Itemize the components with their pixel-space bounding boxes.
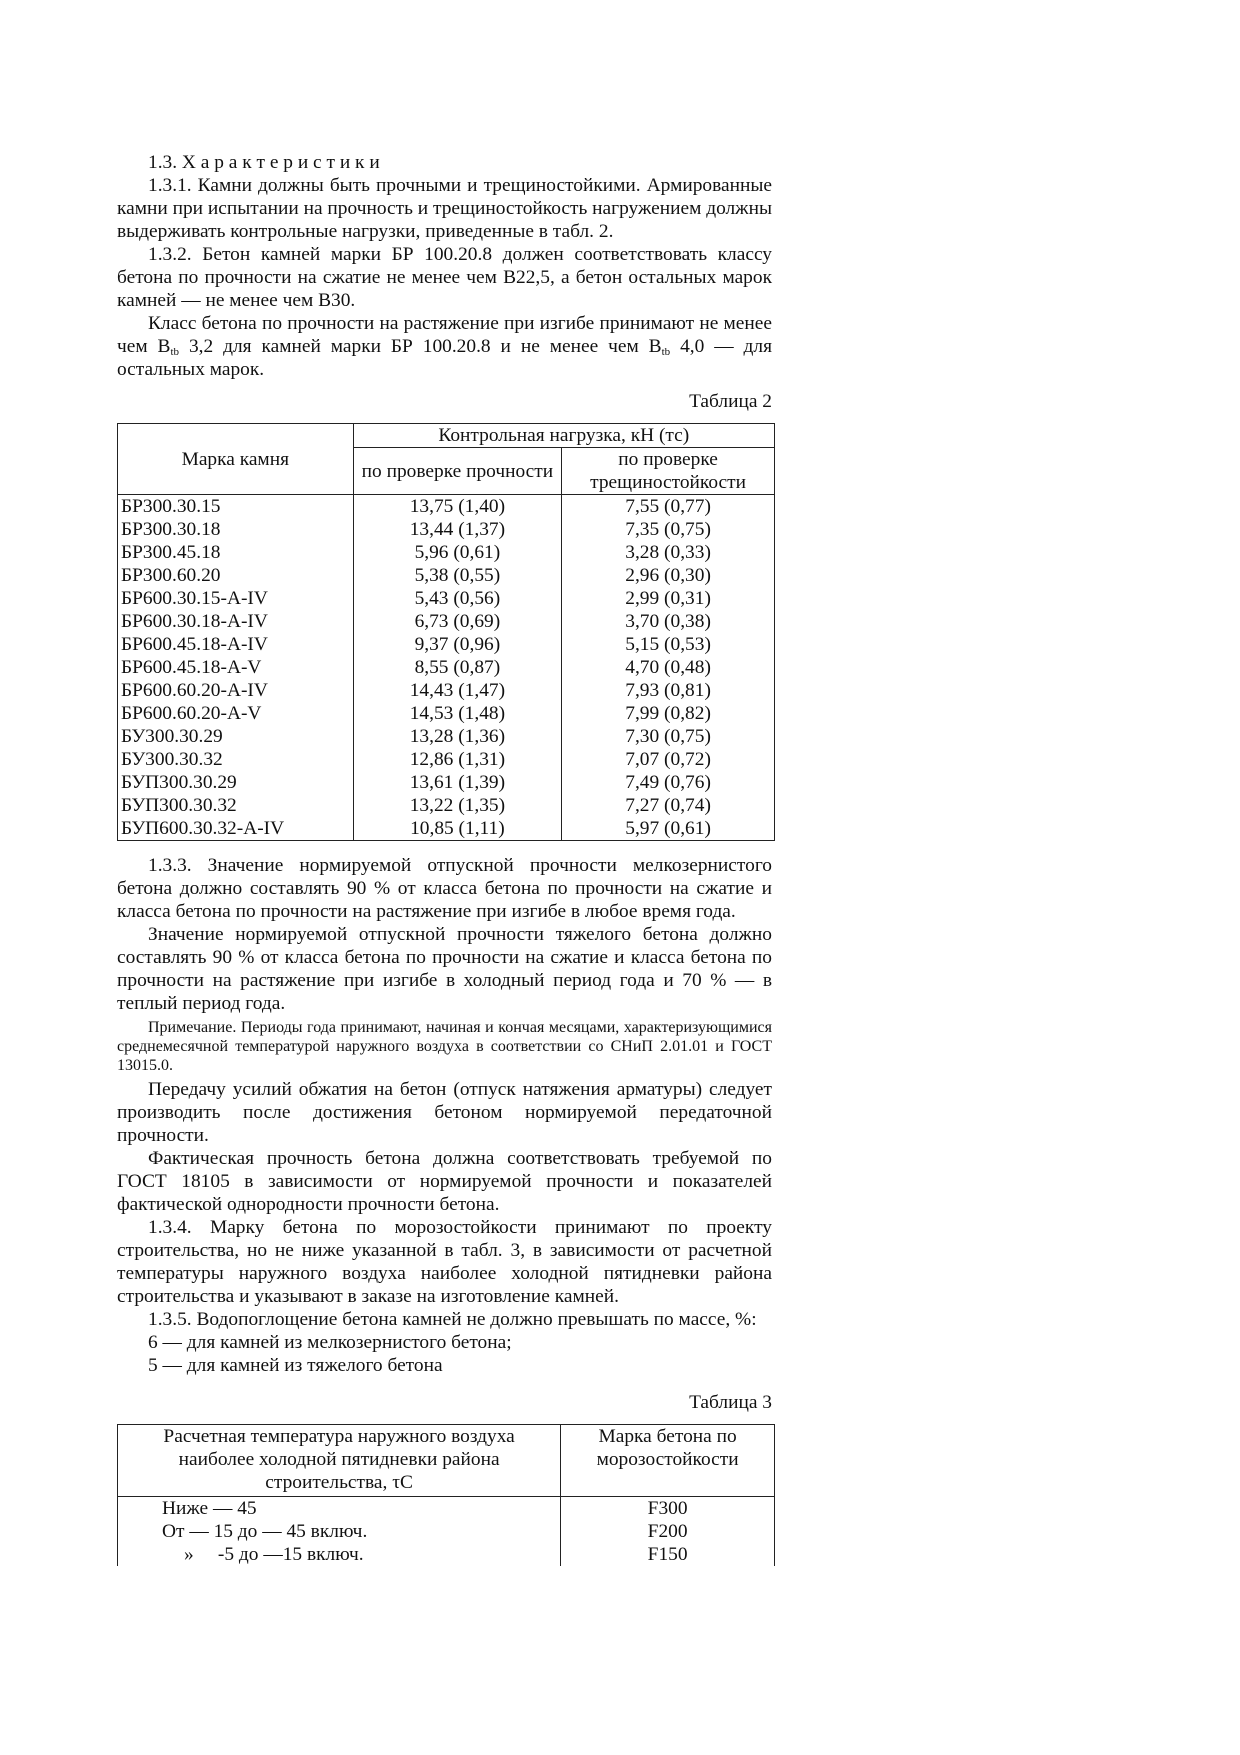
table-2-cell-crack: 7,35 (0,75)	[562, 518, 775, 541]
table-2-row	[118, 725, 775, 748]
table-2-cell-strength: 5,43 (0,56)	[353, 587, 562, 610]
table-2-body	[118, 495, 775, 841]
table-2-row	[118, 541, 775, 564]
table-2-cell-mark: БУП300.30.29	[118, 771, 354, 794]
table-2-row	[118, 748, 775, 771]
table-2-cell-strength: 13,28 (1,36)	[353, 725, 562, 748]
table-2-header-crack: по проверке трещиностойкости	[562, 448, 775, 495]
table-2-cell-mark: БР600.30.15-А-IV	[118, 587, 354, 610]
table-2-cell-strength: 13,44 (1,37)	[353, 518, 562, 541]
paragraph-1-3-1: 1.3.1. Камни должны быть прочными и трещиностойкими. Армированные камни при испытании на прочность и трещиностойкость нагружением должны выдерживать контрольные нагрузки, приведенные в табл. 2.	[117, 175, 772, 242]
paragraph-fine-concrete: 6 — для камней из мелкозернистого бетона;	[148, 1332, 512, 1353]
table-2-row	[118, 702, 775, 725]
table-2-row	[118, 679, 775, 702]
note: Примечание. Периоды года принимают, начиная и кончая месяцами, характеризующимися среднемесячной температурой наружного воздуха в соответствии со СНиП 2.01.01 и ГОСТ 13015.0.	[117, 1019, 772, 1074]
table-2-header-load: Контрольная нагрузка, кН (тс)	[353, 424, 774, 448]
table-2-cell-strength: 5,38 (0,55)	[353, 564, 562, 587]
paragraph-heavy-concrete-water: 5 — для камней из тяжелого бетона	[148, 1355, 443, 1376]
table-2-row	[118, 495, 775, 519]
tensile-class-text-2: 3,2 для камней марки БР 100.20.8 и не менее чем В	[179, 336, 662, 357]
table-2-row	[118, 817, 775, 841]
tensile-class-text-1: Класс бетона по прочности на растяжение при изгибе принимают не менее чем В	[117, 313, 772, 357]
section-heading: 1.3. Х а р а к т е р и с т и к и	[148, 152, 380, 173]
table-2-cell-crack: 7,99 (0,82)	[562, 702, 775, 725]
table-2-cell-crack: 7,55 (0,77)	[562, 495, 775, 519]
paragraph-1-3-3: 1.3.3. Значение нормируемой отпускной прочности мелкозернистого бетона должно составлять 90 % от класса бетона по прочности на сжатие и класса бетона по прочности на растяжение при изгибе в любое время года.	[117, 855, 772, 922]
table-2-cell-strength: 14,53 (1,48)	[353, 702, 562, 725]
table-2-cell-strength: 6,73 (0,69)	[353, 610, 562, 633]
tensile-class-text-3: 4,0 — для остальных марок.	[117, 336, 772, 380]
table-2-cell-mark: БР300.60.20	[118, 564, 354, 587]
table-2-cell-crack: 7,30 (0,75)	[562, 725, 775, 748]
table-2-row	[118, 794, 775, 817]
table-2-cell-strength: 13,22 (1,35)	[353, 794, 562, 817]
paragraph-tensile-class	[117, 312, 772, 381]
table-2-row	[118, 771, 775, 794]
paragraph-1-3-2: 1.3.2. Бетон камней марки БР 100.20.8 должен соответствовать классу бетона по прочности на сжатие не менее чем В22,5, а бетон остальных марок камней — не менее чем В30.	[117, 244, 772, 311]
table-2-cell-mark: БР600.30.18-А-IV	[118, 610, 354, 633]
table-2-cell-crack: 5,15 (0,53)	[562, 633, 775, 656]
table-3-cell-grade: F200	[561, 1520, 775, 1543]
table-2-row	[118, 564, 775, 587]
table-3-body	[118, 1497, 775, 1567]
table-2-cell-mark: БУ300.30.32	[118, 748, 354, 771]
table-3-header-grade: Марка бетона по морозостойкости	[561, 1425, 775, 1497]
table-3-cell-temperature: » -5 до —15 включ.	[118, 1543, 561, 1566]
table-2-row	[118, 587, 775, 610]
table-2-cell-crack: 4,70 (0,48)	[562, 656, 775, 679]
table-3-cell-temperature: Ниже — 45	[118, 1497, 561, 1521]
table-3-row	[118, 1497, 775, 1521]
table-2-cell-mark: БР300.45.18	[118, 541, 354, 564]
table-2-cell-strength: 13,61 (1,39)	[353, 771, 562, 794]
table-2-cell-mark: БУП300.30.32	[118, 794, 354, 817]
tensile-class-sub-2: tb	[661, 346, 671, 358]
table-3-caption: Таблица 3	[689, 1392, 772, 1413]
table-2-cell-crack: 2,99 (0,31)	[562, 587, 775, 610]
paragraph-transfer: Передачу усилий обжатия на бетон (отпуск натяжения арматуры) следует производить после достижения бетоном нормируемой передаточной прочности.	[117, 1079, 772, 1146]
paragraph-1-3-5: 1.3.5. Водопоглощение бетона камней не должно превышать по массе, %:	[148, 1309, 757, 1330]
table-2-row	[118, 633, 775, 656]
table-2-cell-strength: 12,86 (1,31)	[353, 748, 562, 771]
table-3-row	[118, 1520, 775, 1543]
table-2-row	[118, 656, 775, 679]
table-2-cell-crack: 7,93 (0,81)	[562, 679, 775, 702]
table-2-cell-mark: БР600.45.18-А-V	[118, 656, 354, 679]
table-2-cell-crack: 7,27 (0,74)	[562, 794, 775, 817]
table-2-cell-strength: 10,85 (1,11)	[353, 817, 562, 841]
table-2-cell-mark: БУП600.30.32-А-IV	[118, 817, 354, 841]
paragraph-1-3-4: 1.3.4. Марку бетона по морозостойкости принимают по проекту строительства, но не ниже указанной в табл. 3, в зависимости от расчетной температуры наружного воздуха наиболее холодной пятидневки района строительства и указывают в заказе на изготовление камней.	[117, 1217, 772, 1307]
table-2-header-mark: Марка камня	[118, 424, 354, 495]
table-2-cell-mark: БР600.60.20-А-IV	[118, 679, 354, 702]
table-3-cell-temperature: От — 15 до — 45 включ.	[118, 1520, 561, 1543]
table-2	[117, 423, 775, 841]
table-2-cell-crack: 3,70 (0,38)	[562, 610, 775, 633]
table-3-header-temperature: Расчетная температура наружного воздуха наиболее холодной пятидневки района строительства, τС	[118, 1425, 561, 1497]
table-2-row	[118, 518, 775, 541]
table-2-row	[118, 610, 775, 633]
table-2-cell-strength: 13,75 (1,40)	[353, 495, 562, 519]
table-2-cell-strength: 9,37 (0,96)	[353, 633, 562, 656]
table-3-row	[118, 1543, 775, 1566]
table-2-cell-crack: 7,07 (0,72)	[562, 748, 775, 771]
table-2-cell-mark: БР300.30.18	[118, 518, 354, 541]
table-2-cell-crack: 3,28 (0,33)	[562, 541, 775, 564]
table-2-cell-mark: БУ300.30.29	[118, 725, 354, 748]
table-3	[117, 1424, 775, 1566]
table-2-cell-strength: 8,55 (0,87)	[353, 656, 562, 679]
table-3-cell-grade: F150	[561, 1543, 775, 1566]
table-2-cell-mark: БР600.60.20-А-V	[118, 702, 354, 725]
paragraph-heavy-concrete: Значение нормируемой отпускной прочности тяжелого бетона должно составлять 90 % от класса бетона по прочности на сжатие и класса бетона по прочности на растяжение при изгибе в холодный период года и 70 % — в теплый период года.	[117, 924, 772, 1014]
table-2-cell-strength: 14,43 (1,47)	[353, 679, 562, 702]
tensile-class-sub-1: tb	[170, 346, 180, 358]
table-3-cell-grade: F300	[561, 1497, 775, 1521]
table-2-header-strength: по проверке прочности	[353, 448, 562, 495]
table-2-cell-crack: 2,96 (0,30)	[562, 564, 775, 587]
paragraph-actual-strength: Фактическая прочность бетона должна соответствовать требуемой по ГОСТ 18105 в зависимости от нормируемой прочности и показателей фактической однородности прочности бетона.	[117, 1148, 772, 1215]
table-2-cell-crack: 7,49 (0,76)	[562, 771, 775, 794]
document-page	[117, 151, 772, 1566]
table-2-caption: Таблица 2	[689, 391, 772, 412]
table-2-cell-strength: 5,96 (0,61)	[353, 541, 562, 564]
table-2-cell-crack: 5,97 (0,61)	[562, 817, 775, 841]
table-2-cell-mark: БР300.30.15	[118, 495, 354, 519]
table-2-cell-mark: БР600.45.18-А-IV	[118, 633, 354, 656]
